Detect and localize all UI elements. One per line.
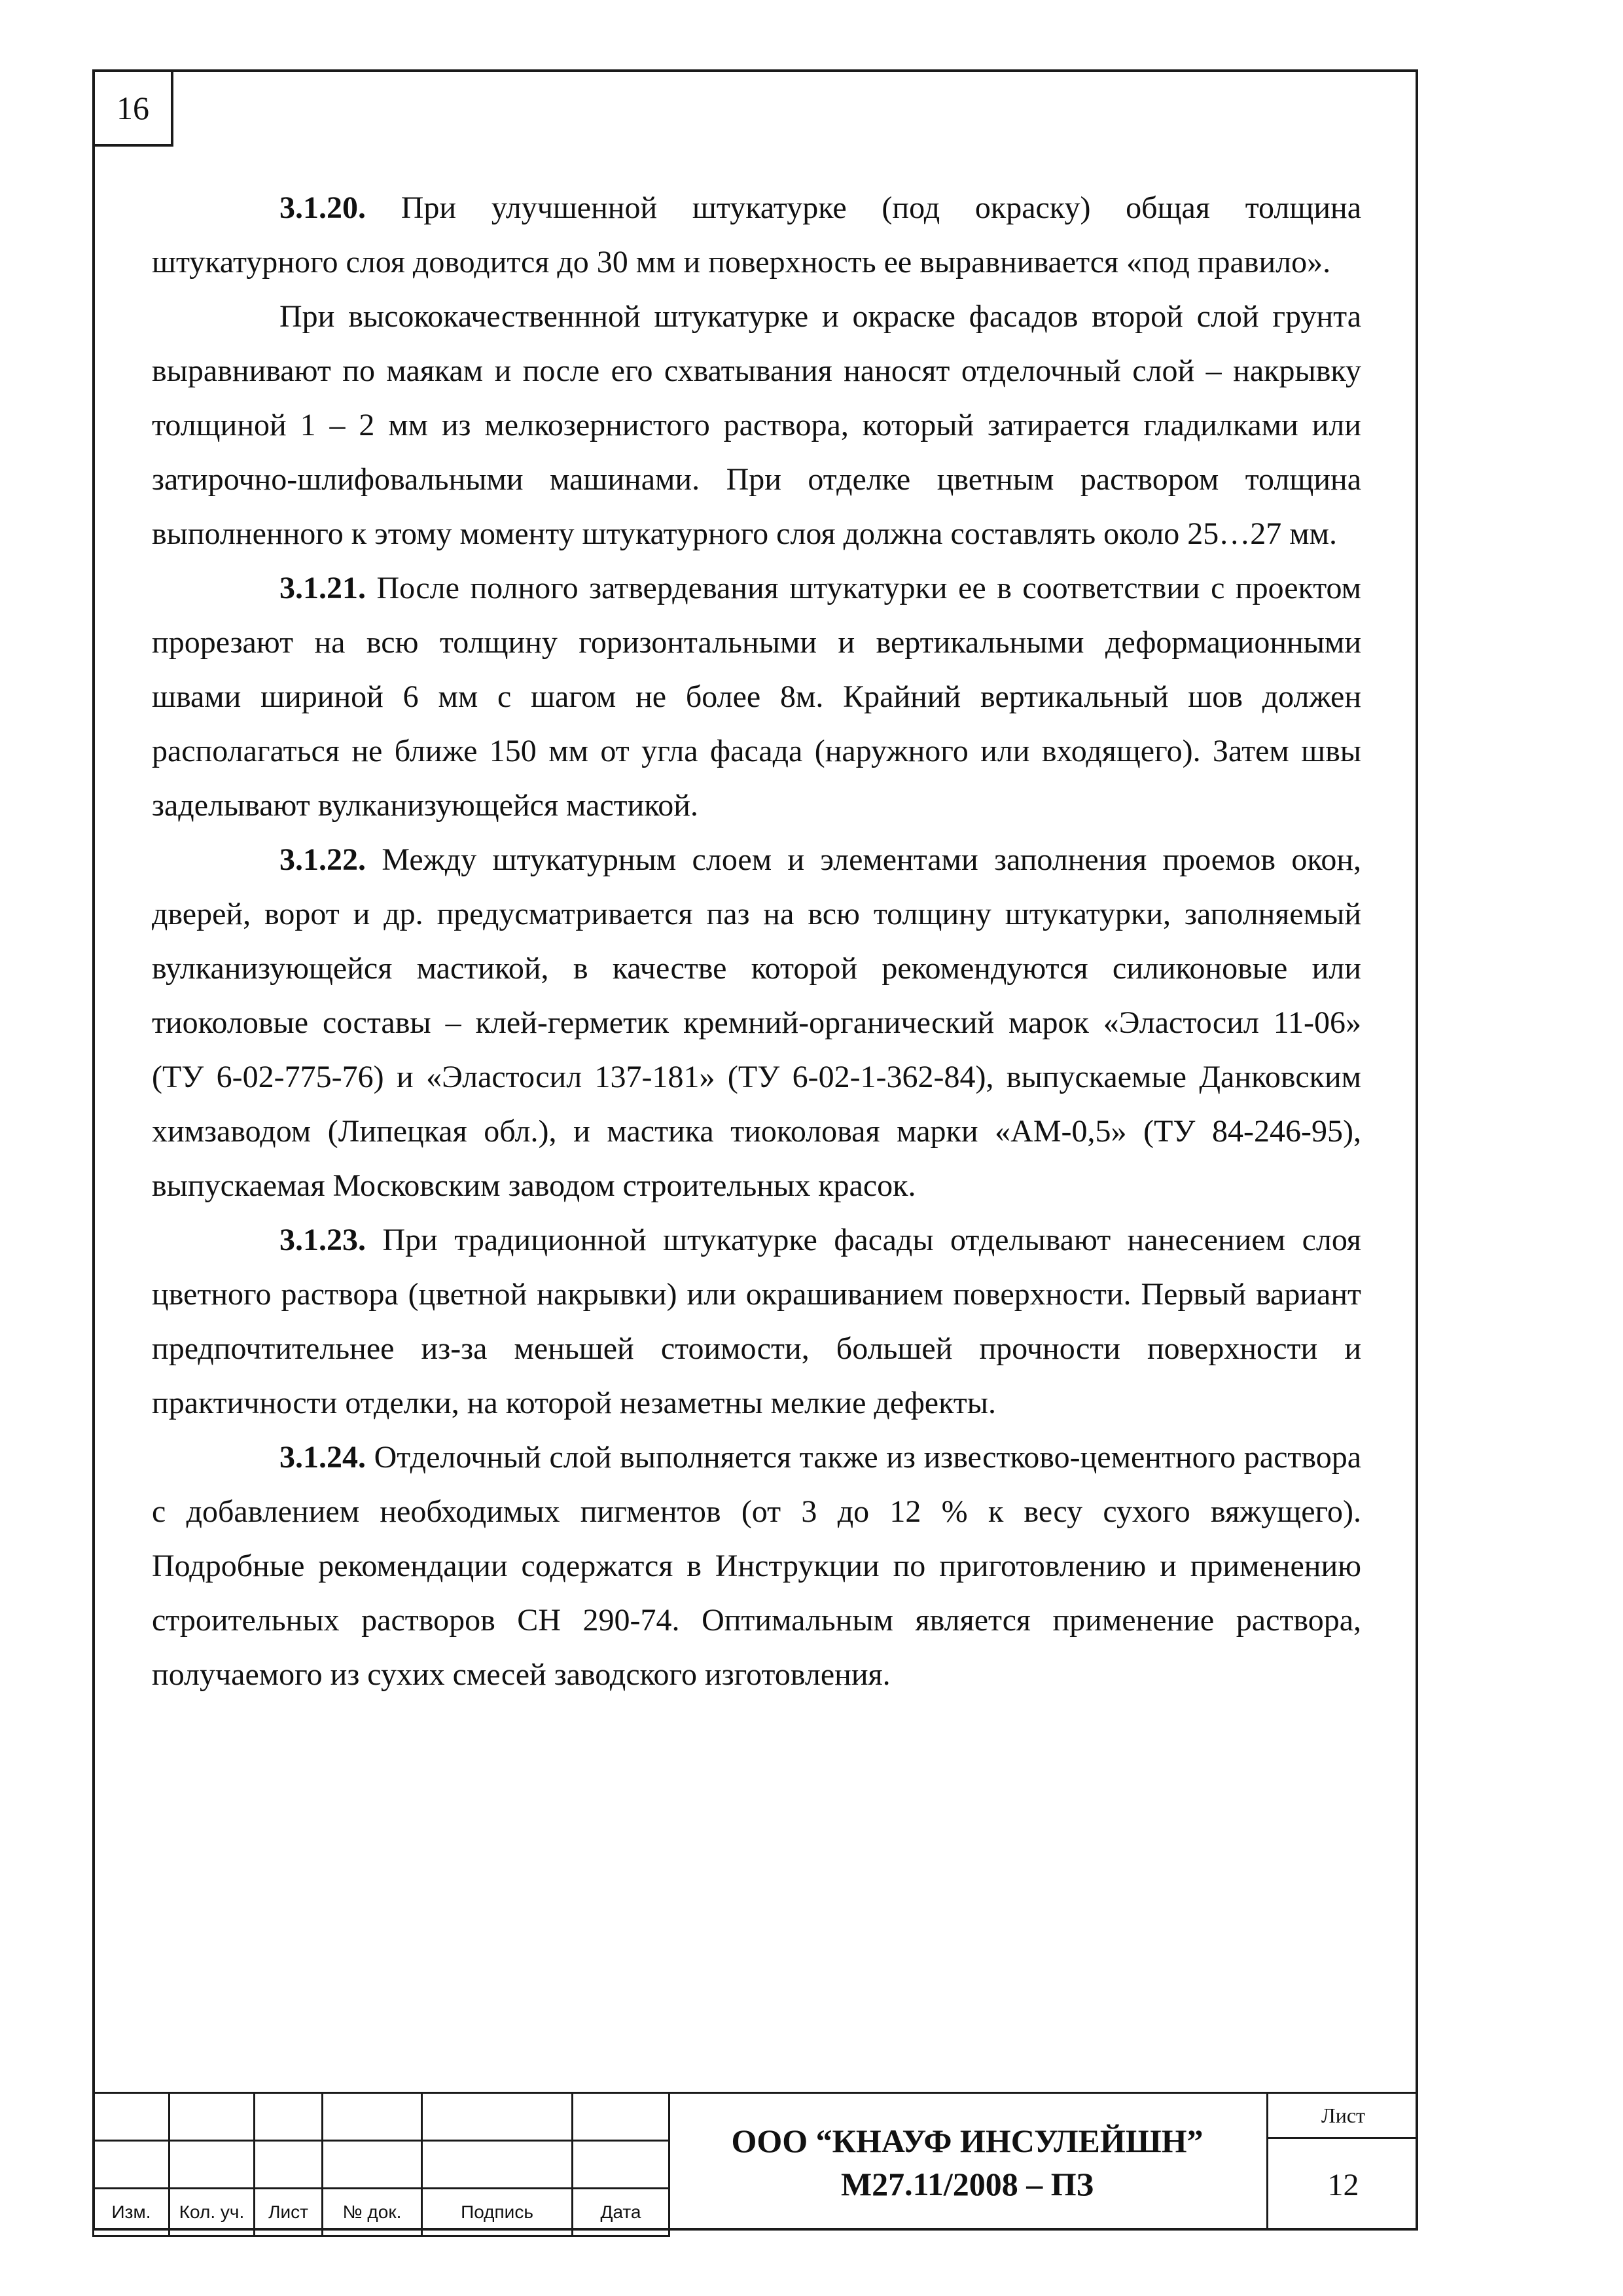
paragraph-text: Отделочный слой выполняется также из известково-цементного раствора с добавлением необходимых пигментов (от 3 до 12 % к весу сухого вяжущего). Подробные рекомендации содержатся в Инструкции по приготовлению и применению строительных растворов СН 290-74. Оптимальным является применение раствора, получаемого из сухих смесей заводского изготовления. (152, 1440, 1361, 1692)
col-list: Лист (255, 2189, 323, 2236)
clause-number: 3.1.23. (279, 1223, 366, 1257)
table-row (94, 2093, 669, 2141)
paragraph-3-1-22 (152, 833, 1361, 1213)
sheet-box (1266, 2092, 1418, 2231)
revision-table (92, 2092, 670, 2237)
col-doc-no: № док. (323, 2189, 422, 2236)
title-block (92, 2092, 1418, 2231)
clause-number: 3.1.21. (279, 571, 366, 605)
paragraph-3-1-24 (152, 1430, 1361, 1702)
paragraph-3-1-23 (152, 1213, 1361, 1430)
paragraph-text: При высококачественнной штукатурке и окраске фасадов второй слой грунта выравнивают по маякам и после его схватывания наносят отделочный слой – накрывку толщиной 1 – 2 мм из мелкозернистого раствора, который затирается гладилками или затирочно-шлифовальными машинами. При отделке цветным раствором толщина выполненного к этому моменту штукатурного слоя должна составлять около 25…27 мм. (152, 299, 1361, 551)
page-number: 16 (92, 69, 173, 147)
col-date: Дата (573, 2189, 669, 2236)
col-kol-uch: Кол. уч. (169, 2189, 255, 2236)
clause-number: 3.1.20. (279, 190, 366, 225)
table-header-row (94, 2189, 669, 2236)
clause-number: 3.1.24. (279, 1440, 366, 1475)
paragraph-3-1-20-cont (152, 289, 1361, 561)
title-block-center (668, 2092, 1266, 2231)
col-izm: Изм. (94, 2189, 169, 2236)
company-name: ООО “КНАУФ ИНСУЛЕЙШН” (731, 2122, 1204, 2159)
paragraph-text: При традиционной штукатурке фасады отделывают нанесением слоя цветного раствора (цветной накрывки) или окрашиванием поверхности. Первый вариант предпочтительнее из-за меньшей стоимости, большей прочности поверхности и практичности отделки, на которой незаметны мелкие дефекты. (152, 1223, 1361, 1420)
sheet-label: Лист (1268, 2094, 1418, 2139)
paragraph-3-1-20 (152, 181, 1361, 289)
clause-number: 3.1.22. (279, 842, 366, 877)
body-text (152, 181, 1361, 1702)
paragraph-text: Между штукатурным слоем и элементами заполнения проемов окон, дверей, ворот и др. предусматривается паз на всю толщину штукатурки, заполняемый вулканизующейся мастикой, в качестве которой рекомендуются силиконовые или тиоколовые составы – клей-герметик кремний-органический марок «Эластосил 11-06» (ТУ 6-02-775-76) и «Эластосил 137-181» (ТУ 6-02-1-362-84), выпускаемые Данковским химзаводом (Липецкая обл.), и мастика тиоколовая марки «АМ-0,5» (ТУ 84-246-95), выпускаемая Московским заводом строительных красок. (152, 842, 1361, 1203)
table-row (94, 2141, 669, 2189)
sheet-number: 12 (1327, 2167, 1359, 2202)
col-signature: Подпись (422, 2189, 573, 2236)
paragraph-text: После полного затвердевания штукатурки ее в соответствии с проектом прорезают на всю толщину горизонтальными и вертикальными деформационными швами шириной 6 мм с шагом не более 8м. Крайний вертикальный шов должен располагаться не ближе 150 мм от угла фасада (наружного или входящего). Затем швы заделывают вулканизующейся мастикой. (152, 571, 1361, 823)
document-code: М27.11/2008 – ПЗ (840, 2165, 1094, 2202)
paragraph-3-1-21 (152, 561, 1361, 833)
paragraph-text: При улучшенной штукатурке (под окраску) общая толщина штукатурного слоя доводится до 30 мм и поверхность ее выравнивается «под правило». (152, 190, 1361, 279)
